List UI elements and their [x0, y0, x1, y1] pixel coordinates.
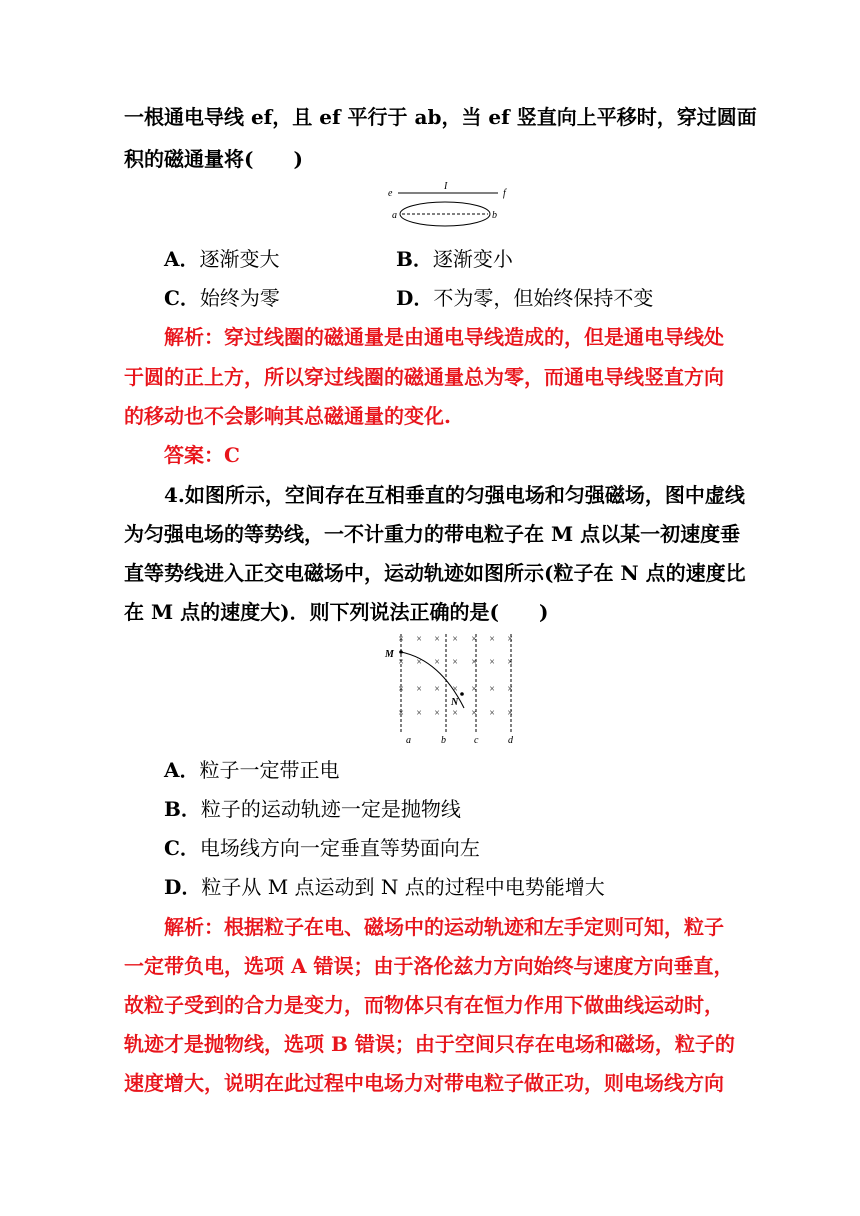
q4-option-c: [164, 835, 480, 861]
q4-label-m: M: [385, 649, 394, 660]
magnetic-cross: ×: [433, 657, 441, 668]
q3-label-f: f: [503, 188, 506, 199]
magnetic-cross: ×: [506, 634, 514, 645]
magnetic-cross: ×: [488, 708, 496, 719]
answer-label: 答案：: [164, 443, 224, 467]
q4-analysis-line-5: 速度增大，说明在此过程中电场力对带电粒子做正功，则电场线方向: [124, 1071, 724, 1095]
q4-analysis-line-3: 故粒子受到的合力是变力，而物体只有在恒力作用下做曲线运动时，: [124, 993, 724, 1017]
magnetic-cross: ×: [506, 708, 514, 719]
q3-label-a: a: [392, 210, 397, 221]
point-n-dot: [460, 692, 464, 696]
q4-figure: [380, 632, 520, 746]
answer-value: C: [224, 443, 240, 467]
magnetic-cross: ×: [488, 634, 496, 645]
option-text: 电场线方向一定垂直等势面向左: [199, 836, 480, 860]
option-letter: B．: [164, 797, 201, 821]
magnetic-cross: ×: [433, 684, 441, 695]
option-letter: B．: [396, 247, 433, 271]
option-letter: C．: [164, 286, 200, 310]
magnetic-cross: ×: [451, 708, 459, 719]
q3-option-b: [396, 246, 513, 272]
magnetic-cross: ×: [470, 708, 478, 719]
q4-label-n: N: [451, 697, 459, 708]
magnetic-cross: ×: [470, 657, 478, 668]
magnetic-cross: ×: [451, 684, 459, 695]
magnetic-cross: ×: [415, 708, 423, 719]
magnetic-cross: ×: [506, 684, 514, 695]
analysis-text: 穿过线圈的磁通量是由通电导线造成的，但是通电导线处: [224, 325, 724, 349]
magnetic-cross: ×: [415, 684, 423, 695]
magnetic-cross: ×: [433, 708, 441, 719]
q4-option-b: [164, 796, 461, 822]
magnetic-cross: ×: [397, 634, 405, 645]
q3-option-c: [164, 285, 280, 311]
q4-label-d: d: [508, 735, 513, 746]
analysis-text: 根据粒子在电、磁场中的运动轨迹和左手定则可知，粒子: [224, 915, 724, 939]
magnetic-cross: ×: [506, 657, 514, 668]
q3-analysis-line-3: 的移动也不会影响其总磁通量的变化.: [124, 404, 451, 428]
analysis-label: 解析：: [164, 915, 224, 939]
q4-label-a: a: [406, 735, 411, 746]
q4-label-b: b: [441, 735, 446, 746]
option-text: 始终为零: [199, 286, 280, 310]
magnetic-cross: ×: [488, 657, 496, 668]
magnetic-cross: ×: [415, 657, 423, 668]
magnetic-cross: ×: [397, 657, 405, 668]
q4-stem-line-1: 4.如图所示，空间存在互相垂直的匀强电场和匀强磁场，图中虚线: [164, 483, 745, 507]
analysis-label: 解析：: [164, 325, 224, 349]
q3-option-a: [164, 246, 280, 272]
option-text: 粒子从 M 点运动到 N 点的过程中电势能增大: [201, 875, 605, 899]
q3-label-e: e: [388, 188, 393, 199]
q4-option-a: [164, 757, 340, 783]
option-text: 不为零，但始终保持不变: [433, 286, 654, 310]
option-text: 逐渐变大: [199, 247, 280, 271]
option-letter: A．: [164, 758, 200, 782]
option-letter: C．: [164, 836, 200, 860]
q3-label-b: b: [492, 210, 497, 221]
q3-analysis-line-2: 于圆的正上方，所以穿过线圈的磁通量总为零，而通电导线竖直方向: [124, 365, 724, 389]
q3-label-i: I: [444, 181, 448, 192]
q3-answer: [164, 442, 744, 468]
option-text: 逐渐变小: [432, 247, 513, 271]
magnetic-cross: ×: [415, 634, 423, 645]
magnetic-cross: ×: [488, 684, 496, 695]
q4-stem-line-2: 为匀强电场的等势线，一不计重力的带电粒子在 M 点以某一初速度垂: [124, 522, 741, 546]
q3-option-d: [396, 285, 653, 311]
option-letter: D．: [164, 875, 202, 899]
magnetic-cross: ×: [451, 657, 459, 668]
q4-analysis-line-1: [164, 914, 744, 940]
q4-stem-line-4: 在 M 点的速度大)．则下列说法正确的是( ): [124, 600, 549, 624]
magnetic-cross: ×: [470, 634, 478, 645]
q3-analysis-line-1: [164, 324, 744, 350]
magnetic-cross: ×: [470, 684, 478, 695]
option-letter: A．: [164, 247, 200, 271]
q4-label-c: c: [474, 735, 479, 746]
magnetic-cross: ×: [433, 634, 441, 645]
option-text: 粒子一定带正电: [199, 758, 340, 782]
q3-figure: [386, 178, 516, 230]
q4-analysis-line-2: 一定带负电，选项 A 错误；由于洛伦兹力方向始终与速度方向垂直，: [124, 954, 734, 978]
q4-stem-line-3: 直等势线进入正交电磁场中，运动轨迹如图所示(粒子在 N 点的速度比: [124, 561, 746, 585]
magnetic-cross: ×: [397, 684, 405, 695]
q4-option-d: [164, 874, 605, 900]
q3-stem-line-1: 一根通电导线 ef，且 ef 平行于 ab，当 ef 竖直向上平移时，穿过圆面: [124, 105, 757, 129]
point-m-dot: [399, 650, 403, 654]
q3-stem-line-2: 积的磁通量将( ): [124, 147, 303, 171]
magnetic-cross: ×: [451, 634, 459, 645]
q4-analysis-line-4: 轨迹才是抛物线，选项 B 错误；由于空间只存在电场和磁场，粒子的: [124, 1032, 735, 1056]
magnetic-cross: ×: [397, 708, 405, 719]
option-letter: D．: [396, 286, 434, 310]
option-text: 粒子的运动轨迹一定是抛物线: [200, 797, 461, 821]
